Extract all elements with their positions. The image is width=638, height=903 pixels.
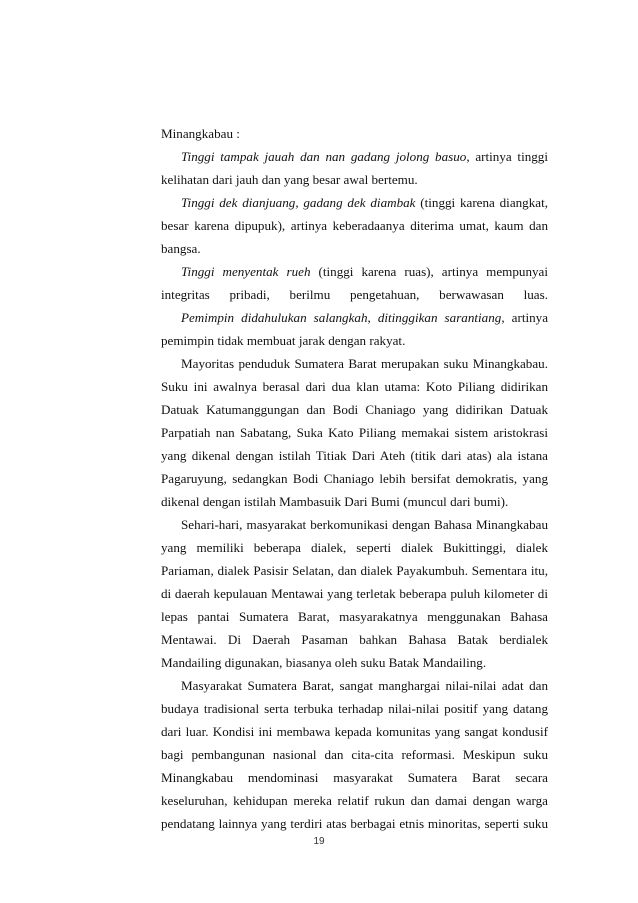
text-run: dikenal dengan istilah Mambasuik Dari Bumi (muncul dari bumi).	[161, 494, 509, 509]
text-run: Pagaruyung, sedangkan Bodi Chaniago lebih bersifat demokratis, yang	[161, 471, 548, 486]
text-line	[161, 724, 548, 740]
text-line	[161, 126, 548, 142]
text-line	[161, 333, 548, 349]
text-run: Datuak Katumanggungan dan Bodi Chaniago yang didirikan Datuak	[161, 402, 548, 417]
text-run: Pariaman, dialek Pasisir Selatan, dan dialek Payakumbuh. Sementara itu,	[161, 563, 548, 578]
text-run: Mayoritas penduduk Sumatera Barat merupakan suku Minangkabau.	[181, 356, 548, 371]
text-line	[161, 586, 548, 602]
text-run: kelihatan dari jauh dan yang besar awal bertemu.	[161, 172, 418, 187]
text-run: budaya tradisional serta terbuka terhadap nilai-nilai positif yang datang	[161, 701, 548, 716]
text-line	[161, 218, 548, 234]
page-number: 19	[313, 836, 325, 847]
text-line	[181, 356, 548, 372]
text-line	[161, 632, 548, 648]
text-run: dari luar. Kondisi ini membawa kepada komunitas yang sangat kondusif	[161, 724, 548, 739]
text-line	[161, 494, 548, 510]
text-line	[181, 264, 548, 280]
italic-phrase: Pemimpin didahulukan salangkah, ditinggikan sarantiang	[181, 310, 502, 325]
text-line	[161, 425, 548, 441]
text-run: bangsa.	[161, 241, 201, 256]
text-line	[161, 816, 548, 832]
text-line	[161, 793, 548, 809]
text-line	[161, 540, 548, 556]
text-line	[161, 287, 548, 303]
text-line	[161, 563, 548, 579]
text-run: Sehari-hari, masyarakat berkomunikasi dengan Bahasa Minangkabau	[181, 517, 548, 532]
text-line	[161, 747, 548, 763]
text-line	[161, 609, 548, 625]
text-line	[161, 172, 548, 188]
text-line	[161, 402, 548, 418]
text-line	[161, 448, 548, 464]
text-run: (tinggi karena diangkat,	[415, 195, 548, 210]
text-run: yang dikenal dengan istilah Titiak Dari Ateh (titik dari atas) ala istana	[161, 448, 548, 463]
text-run: Suku ini awalnya berasal dari dua klan utama: Koto Piliang didirikan	[161, 379, 548, 394]
text-run: Masyarakat Sumatera Barat, sangat manghargai nilai-nilai adat dan	[181, 678, 548, 693]
text-line	[161, 241, 548, 257]
text-line	[161, 701, 548, 717]
text-line	[161, 770, 548, 786]
text-run: (tinggi karena ruas), artinya mempunyai	[310, 264, 548, 279]
text-run: yang memiliki beberapa dialek, seperti dialek Bukittinggi, dialek	[161, 540, 548, 555]
text-run: Parpatiah nan Sabatang, Suka Kato Piliang memakai sistem aristokrasi	[161, 425, 548, 440]
text-line	[161, 471, 548, 487]
text-run: integritas pribadi, berilmu pengetahuan, berwawasan luas.	[161, 287, 548, 302]
text-run: , artinya	[501, 310, 549, 325]
text-run: Mandailing digunakan, biasanya oleh suku Batak Mandailing.	[161, 655, 487, 670]
text-run: besar karena dipupuk), artinya keberadaanya diterima umat, kaum dan	[161, 218, 548, 233]
text-line	[181, 195, 548, 211]
text-run: bagi pembangunan nasional dan cita-cita reformasi. Meskipun suku	[161, 747, 548, 762]
italic-phrase: Tinggi dek dianjuang, gadang dek diambak	[181, 195, 416, 210]
italic-phrase: Tinggi menyentak rueh	[181, 264, 311, 279]
italic-phrase: Tinggi tampak jauah dan nan gadang jolong basuo	[181, 149, 467, 164]
text-run: lepas pantai Sumatera Barat, masyarakatnya menggunakan Bahasa	[161, 609, 548, 624]
text-run: pemimpin tidak membuat jarak dengan rakyat.	[161, 333, 406, 348]
text-line	[161, 379, 548, 395]
text-run: di daerah kepulauan Mentawai yang terletak beberapa puluh kilometer di	[161, 586, 548, 601]
text-line	[161, 655, 548, 671]
text-line	[181, 310, 548, 326]
text-line	[181, 149, 548, 165]
text-run: pendatang lainnya yang terdiri atas berbagai etnis minoritas, seperti suku	[161, 816, 548, 831]
text-line	[181, 678, 548, 694]
text-run: Minangkabau :	[161, 126, 240, 141]
text-run: Minangkabau mendominasi masyarakat Sumatera Barat secara	[161, 770, 548, 785]
text-run: Mentawai. Di Daerah Pasaman bahkan Bahasa Batak berdialek	[161, 632, 548, 647]
text-run: , artinya tinggi	[466, 149, 548, 164]
text-run: keseluruhan, kehidupan mereka relatif rukun dan damai dengan warga	[161, 793, 548, 808]
text-line	[181, 517, 548, 533]
